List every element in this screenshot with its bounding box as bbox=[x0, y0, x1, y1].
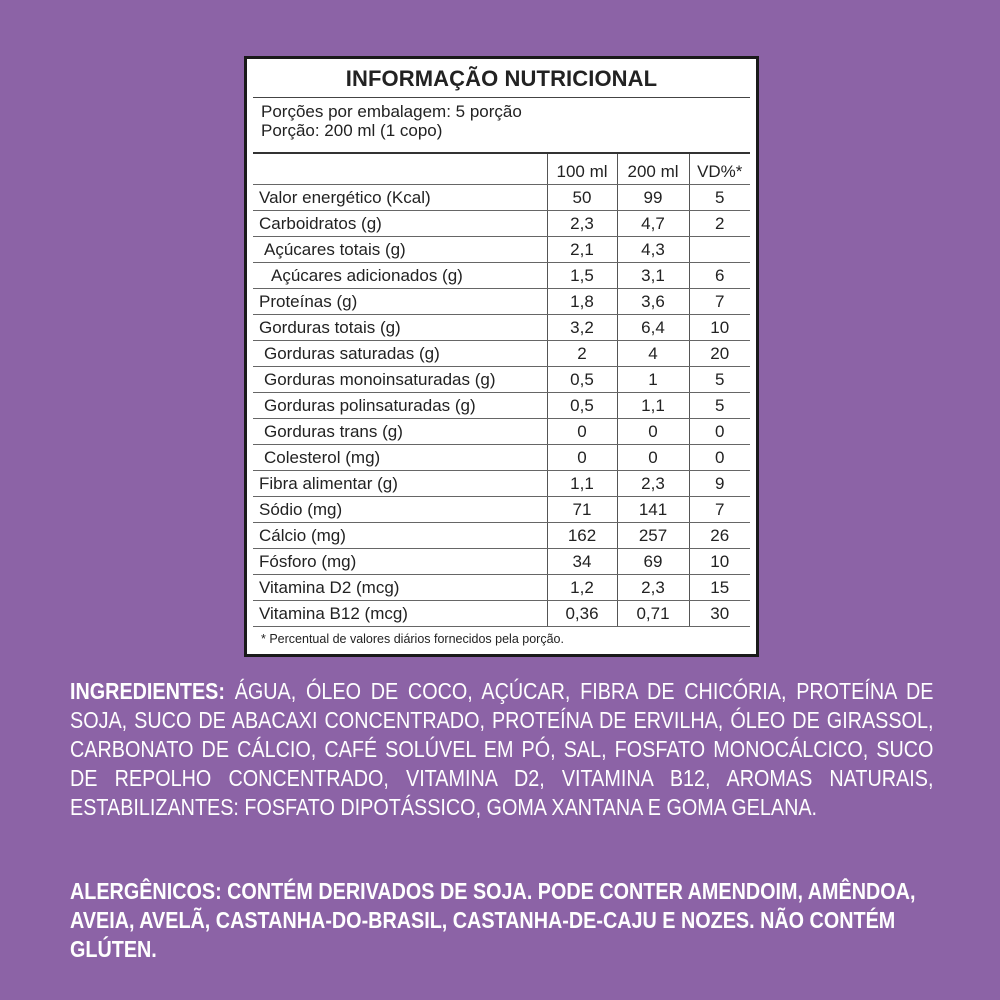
value-100ml: 1,1 bbox=[547, 470, 617, 496]
value-100ml: 2,1 bbox=[547, 236, 617, 262]
table-header-row bbox=[253, 154, 750, 184]
table-row bbox=[253, 210, 750, 236]
table-row bbox=[253, 418, 750, 444]
portion-size: Porção: 200 ml (1 copo) bbox=[261, 121, 443, 140]
nutrient-name: Vitamina B12 (mcg) bbox=[253, 600, 547, 626]
table-row bbox=[253, 314, 750, 340]
footnote: * Percentual de valores diários fornecidos pela porção. bbox=[261, 631, 564, 646]
value-vd: 15 bbox=[689, 574, 750, 600]
nutrient-name: Sódio (mg) bbox=[253, 496, 547, 522]
nutrient-name: Vitamina D2 (mcg) bbox=[253, 574, 547, 600]
value-200ml: 0 bbox=[617, 418, 689, 444]
value-vd: 7 bbox=[689, 496, 750, 522]
nutrient-name: Cálcio (mg) bbox=[253, 522, 547, 548]
value-100ml: 2,3 bbox=[547, 210, 617, 236]
value-200ml: 99 bbox=[617, 184, 689, 210]
value-vd: 5 bbox=[689, 184, 750, 210]
value-vd: 2 bbox=[689, 210, 750, 236]
value-100ml: 1,5 bbox=[547, 262, 617, 288]
nutrient-name: Açúcares adicionados (g) bbox=[253, 262, 547, 288]
value-200ml: 3,6 bbox=[617, 288, 689, 314]
value-100ml: 1,8 bbox=[547, 288, 617, 314]
nutrient-name: Colesterol (mg) bbox=[253, 444, 547, 470]
value-100ml: 2 bbox=[547, 340, 617, 366]
value-vd: 9 bbox=[689, 470, 750, 496]
value-vd: 7 bbox=[689, 288, 750, 314]
header-vd: VD%* bbox=[689, 154, 750, 184]
value-200ml: 141 bbox=[617, 496, 689, 522]
portion-info bbox=[253, 98, 750, 154]
value-100ml: 0 bbox=[547, 418, 617, 444]
value-vd: 0 bbox=[689, 444, 750, 470]
value-100ml: 34 bbox=[547, 548, 617, 574]
nutrient-name: Fibra alimentar (g) bbox=[253, 470, 547, 496]
value-200ml: 4,7 bbox=[617, 210, 689, 236]
value-vd: 10 bbox=[689, 314, 750, 340]
value-200ml: 1,1 bbox=[617, 392, 689, 418]
nutrient-name: Proteínas (g) bbox=[253, 288, 547, 314]
ingredients-text bbox=[70, 677, 933, 822]
value-vd bbox=[689, 236, 750, 262]
table-row bbox=[253, 470, 750, 496]
header-nutrient bbox=[253, 154, 547, 184]
nutrient-name: Gorduras totais (g) bbox=[253, 314, 547, 340]
table-row bbox=[253, 574, 750, 600]
header-100ml: 100 ml bbox=[547, 154, 617, 184]
value-200ml: 4,3 bbox=[617, 236, 689, 262]
table-row bbox=[253, 184, 750, 210]
value-100ml: 0,36 bbox=[547, 600, 617, 626]
value-200ml: 257 bbox=[617, 522, 689, 548]
nutrition-table bbox=[253, 154, 750, 627]
nutrition-title: INFORMAÇÃO NUTRICIONAL bbox=[253, 59, 750, 98]
value-200ml: 6,4 bbox=[617, 314, 689, 340]
nutrient-name: Carboidratos (g) bbox=[253, 210, 547, 236]
value-100ml: 162 bbox=[547, 522, 617, 548]
nutrient-name: Valor energético (Kcal) bbox=[253, 184, 547, 210]
value-vd: 26 bbox=[689, 522, 750, 548]
allergens-text: ALERGÊNICOS: CONTÉM DERIVADOS DE SOJA. PODE CONTER AMENDOIM, AMÊNDOA, AVEIA, AVELÃ, CASTANHA-DO-BRASIL, CASTANHA-DE-CAJU E NOZES. NÃO CONTÉM GLÚTEN. bbox=[70, 878, 916, 962]
value-200ml: 2,3 bbox=[617, 470, 689, 496]
value-200ml: 2,3 bbox=[617, 574, 689, 600]
nutrient-name: Gorduras monoinsaturadas (g) bbox=[253, 366, 547, 392]
value-vd: 5 bbox=[689, 366, 750, 392]
table-row bbox=[253, 236, 750, 262]
table-row bbox=[253, 548, 750, 574]
table-row bbox=[253, 340, 750, 366]
nutrient-name: Gorduras saturadas (g) bbox=[253, 340, 547, 366]
nutrient-name: Gorduras trans (g) bbox=[253, 418, 547, 444]
value-200ml: 4 bbox=[617, 340, 689, 366]
value-vd: 30 bbox=[689, 600, 750, 626]
nutrient-name: Gorduras polinsaturadas (g) bbox=[253, 392, 547, 418]
nutrition-facts-panel bbox=[244, 56, 759, 657]
value-200ml: 3,1 bbox=[617, 262, 689, 288]
value-100ml: 0 bbox=[547, 444, 617, 470]
value-vd: 6 bbox=[689, 262, 750, 288]
nutrient-name: Açúcares totais (g) bbox=[253, 236, 547, 262]
portions-per-pack: Porções por embalagem: 5 porção bbox=[261, 102, 522, 121]
ingredients-label: INGREDIENTES: bbox=[70, 678, 225, 704]
table-row bbox=[253, 600, 750, 626]
value-vd: 10 bbox=[689, 548, 750, 574]
table-row bbox=[253, 262, 750, 288]
value-100ml: 71 bbox=[547, 496, 617, 522]
value-vd: 5 bbox=[689, 392, 750, 418]
value-200ml: 0 bbox=[617, 444, 689, 470]
value-100ml: 0,5 bbox=[547, 392, 617, 418]
value-100ml: 1,2 bbox=[547, 574, 617, 600]
value-vd: 20 bbox=[689, 340, 750, 366]
table-row bbox=[253, 366, 750, 392]
nutrient-name: Fósforo (mg) bbox=[253, 548, 547, 574]
table-row bbox=[253, 496, 750, 522]
value-200ml: 0,71 bbox=[617, 600, 689, 626]
table-row bbox=[253, 522, 750, 548]
value-vd: 0 bbox=[689, 418, 750, 444]
value-200ml: 69 bbox=[617, 548, 689, 574]
ingredients-list: ÁGUA, ÓLEO DE COCO, AÇÚCAR, FIBRA DE CHICÓRIA, PROTEÍNA DE SOJA, SUCO DE ABACAXI CONCENTRADO, PROTEÍNA DE ERVILHA, ÓLEO DE GIRASSOL, CARBONATO DE CÁLCIO, CAFÉ SOLÚVEL EM PÓ, SAL, FOSFATO MONOCÁLCICO, SUCO DE REPOLHO CONCENTRADO, VITAMINA D2, VITAMINA B12, AROMAS NATURAIS, ESTABILIZANTES: FOSFATO DIPOTÁSSICO, GOMA XANTANA E GOMA GELANA. bbox=[70, 678, 934, 820]
table-row bbox=[253, 288, 750, 314]
value-100ml: 50 bbox=[547, 184, 617, 210]
value-100ml: 0,5 bbox=[547, 366, 617, 392]
header-200ml: 200 ml bbox=[617, 154, 689, 184]
value-200ml: 1 bbox=[617, 366, 689, 392]
table-row bbox=[253, 444, 750, 470]
value-100ml: 3,2 bbox=[547, 314, 617, 340]
table-row bbox=[253, 392, 750, 418]
